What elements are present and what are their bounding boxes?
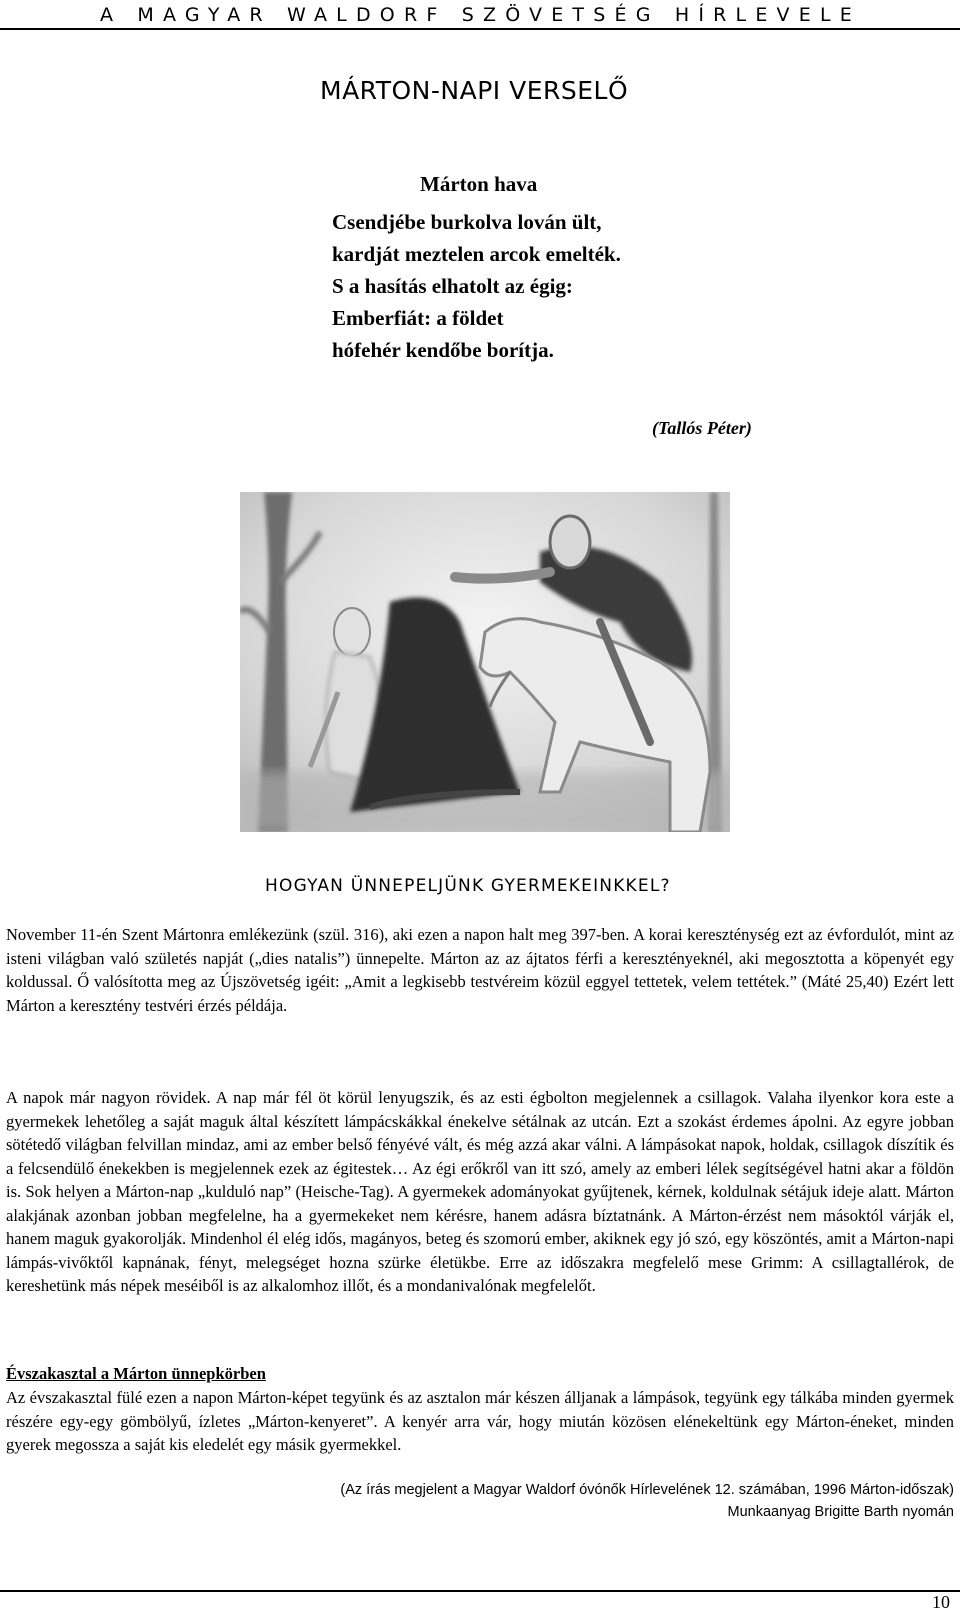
source-citation: (Az írás megjelent a Magyar Waldorf óvónők Hírlevelének 12. számában, 1996 Márton-időszak): [340, 1482, 954, 1498]
poem-line: S a hasítás elhatolt az égig:: [332, 274, 573, 298]
poem-lines: [332, 208, 621, 368]
poem-line: kardját meztelen arcok emelték.: [332, 242, 621, 266]
poem-title: Márton hava: [420, 172, 538, 196]
section-paragraph: Az évszakasztal fülé ezen a napon Márton-képet tegyünk és az asztalon már készen álljanak a lámpások, tegyünk egy tálkába minden gyermek részére egy-egy gömbölyű, ízletes „Márton-kenyeret”. A kenyér arra vár, hogy miután közösen elénekeltünk egy Márton-éneket, minden gyerek megossza a saját kis eledelét egy másik gyermekkel.: [6, 1388, 954, 1454]
page-number: 10: [932, 1592, 950, 1612]
body-paragraph: A napok már nagyon rövidek. A nap már fél öt körül lenyugszik, és az esti égbolton megjelennek a csillagok. Valaha ilyenkor kora este a gyermekek lehetőleg a saját maguk által készített lámpácskákkal énekelve sétálnak az utcán. Ezt a szokást érdemes ápolni. Az egyre jobban sötétedő világban felvillan mindaz, ami az ember belső fényévé vált, és még azzá akar válni. A lámpásokat napok, holdak, csillagok díszítik és a felcsendülő énekekben is megjelennek ezek az égitestek… Az égi erőkről van itt szó, amely az emberi lélek segítségével hatni akar a földön is. Sok helyen a Márton-nap „kulduló nap” (Heische-Tag). A gyermekek adományokat gyűjtenek, kérnek, koldulnak sétájuk ideje alatt. Márton alakjának azonban jobban megfelelne, ha a gyermekeket nem kérésre, hanem adásra bíztatnánk. A Márton-érzést nem másoktól várják el, hanem maguk gyakorolják. Mindenhol él elég idős, magányos, beteg és szomorú ember, akiknek egy jó szó, egy köszöntés, amit a Márton-napi lámpás-vivőktől kapnának, fényt, melegséget hozna szürke életükbe. Erre az időszakra megfelelő mese Grimm: A csillagtallérok, de kereshetünk más népek meséiből is az alkalomhoz illőt, és a mondanivalónak megfelelőt.: [6, 1088, 954, 1295]
poem-line: hófehér kendőbe borítja.: [332, 338, 554, 362]
poem-line: Emberfiát: a földet: [332, 306, 504, 330]
saint-martin-illustration: [240, 492, 730, 832]
body-paragraph: November 11-én Szent Mártonra emlékezünk (szül. 316), aki ezen a napon halt meg 397-ben. A korai kereszténység ezt az évfordulót, mint az isteni világban való születés napját („dies natalis”) ünnepelte. Márton az az ájtatos férfi a keresztényeknél, aki megosztotta a köpenyét egy koldussal. Ő valósította meg az Újszövetség igéit: „Amit a legkisebb testvéreim közül eggyel tettetek, velem tettétek.” (Máté 25,40) Ezért lett Márton a keresztény testvéri érzés példája.: [6, 925, 954, 1015]
footer-divider: [0, 1590, 960, 1592]
poem-author: (Tallós Péter): [652, 418, 752, 438]
page-title: MÁRTON-NAPI VERSELŐ: [320, 76, 629, 105]
header-divider: [0, 28, 960, 30]
poem-line: Csendjébe burkolva lován ült,: [332, 210, 602, 234]
section-heading: Évszakasztal a Márton ünnepkörben: [6, 1364, 266, 1383]
section-subtitle: HOGYAN ÜNNEPELJÜNK GYERMEKEINKKEL?: [265, 876, 671, 896]
source-credit: Munkaanyag Brigitte Barth nyomán: [727, 1504, 954, 1520]
newsletter-header: A MAGYAR WALDORF SZÖVETSÉG HÍRLEVELE: [100, 4, 861, 26]
